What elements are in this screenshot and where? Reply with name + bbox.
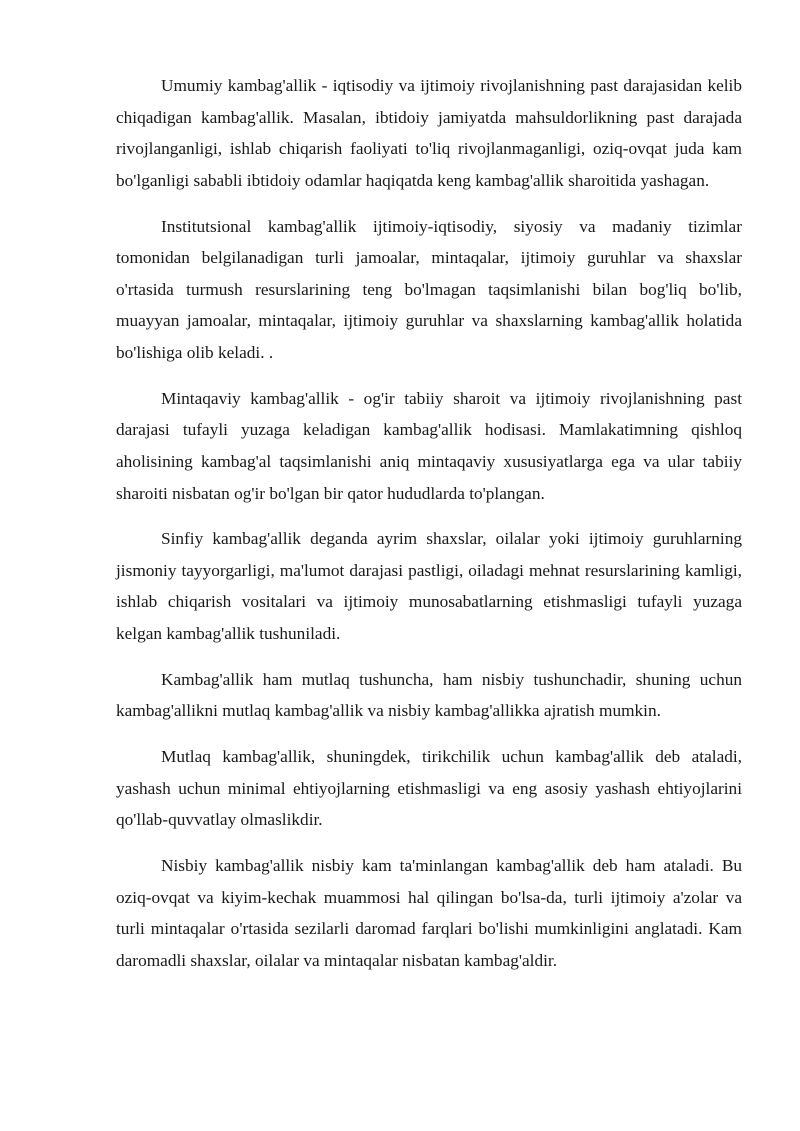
paragraph-class-poverty: Sinfiy kambag'allik deganda ayrim shaxslar, oilalar yoki ijtimoiy guruhlarning jismoniy tayyorgarligi, ma'lumot darajasi pastligi, oiladagi mehnat resurslarining kamligi, ishlab chiqarish vositalari va ijtimoiy munosabatlarning etishmasligi tufayli yuzaga kelgan kambag'allik tushuniladi. bbox=[116, 529, 742, 644]
paragraph-relative-poverty: Nisbiy kambag'allik nisbiy kam ta'minlangan kambag'allik deb ham ataladi. Bu oziq-ovqat va kiyim-kechak muammosi hal qilingan bo'lsa-da, turli ijtimoiy a'zolar va turli mintaqalar o'rtasida sezilarli daromad farqlari bo'lishi mumkinligini anglatadi. Kam daromadli shaxslar, oilalar va mintaqalar nisbatan kambag'aldir. bbox=[116, 856, 742, 970]
paragraph-regional-poverty: Mintaqaviy kambag'allik - og'ir tabiiy sharoit va ijtimoiy rivojlanishning past darajasi tufayli yuzaga keladigan kambag'allik hodisasi. Mamlakatimning qishloq aholisining kambag'al taqsimlanishi aniq mintaqaviy xususiyatlarga ega va ular tabiiy sharoiti nisbatan og'ir bo'lgan bir qator hududlarda to'plangan. bbox=[116, 388, 742, 503]
document-page bbox=[116, 70, 742, 991]
paragraph-general-poverty: Umumiy kambag'allik - iqtisodiy va ijtimoiy rivojlanishning past darajasidan kelib chiqadigan kambag'allik. Masalan, ibtidoiy jamiyatda mahsuldorlikning past darajada rivojlanganligi, ishlab chiqarish faoliyati to'liq rivojlanmaganligi, oziq-ovqat juda kam bo'lganligi sababli ibtidoiy odamlar haqiqatda keng kambag'allik sharoitida yashagan. bbox=[116, 76, 742, 190]
paragraph-absolute-poverty: Mutlaq kambag'allik, shuningdek, tirikchilik uchun kambag'allik deb ataladi, yashash uchun minimal ehtiyojlarning etishmasligi va eng asosiy yashash ehtiyojlarini qo'llab-quvvatlay olmaslikdir. bbox=[116, 747, 742, 830]
paragraph-absolute-relative: Kambag'allik ham mutlaq tushuncha, ham nisbiy tushunchadir, shuning uchun kambag'allikni mutlaq kambag'allik va nisbiy kambag'allikka ajratish mumkin. bbox=[116, 669, 742, 721]
paragraph-institutional-poverty: Institutsional kambag'allik ijtimoiy-iqtisodiy, siyosiy va madaniy tizimlar tomonidan belgilanadigan turli jamoalar, mintaqalar, ijtimoiy guruhlar va shaxslar o'rtasida turmush resurslarining teng bo'lmagan taqsimlanishi bilan bog'liq bo'lib, muayyan jamoalar, mintaqalar, ijtimoiy guruhlar va shaxslarning kambag'allik holatida bo'lishiga olib keladi. . bbox=[116, 216, 742, 362]
